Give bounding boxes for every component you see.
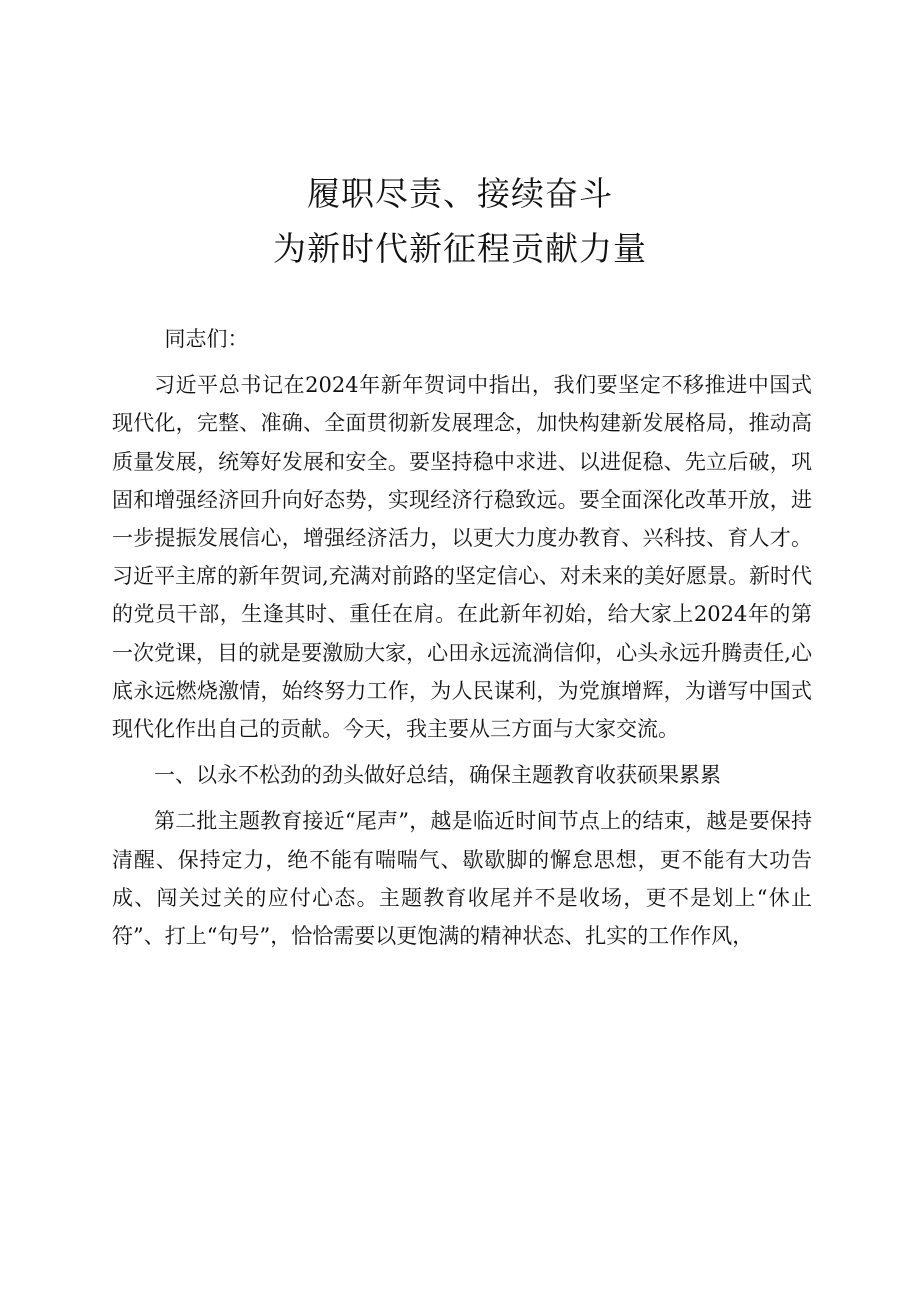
document-body xyxy=(112,320,812,955)
greeting: 同志们： xyxy=(164,327,249,351)
paragraph-1: 习近平总书记在2024年新年贺词中指出，我们要坚定不移推进中国式现代化，完整、准确、全面贯彻新发展理念，加快构建新发展格局，推动高质量发展，统筹好发展和安全。要坚持稳中求进、以进促稳、先立后破，巩固和增强经济回升向好态势，实现经济行稳致远。要全面深化改革开放，进一步提振发展信心，增强经济活力，以更大力度办教育、兴科技、育人才。习近平主席的新年贺词,充满对前路的坚定信心、对未来的美好愿景。新时代的党员干部，生逢其时、重任在肩。在此新年初始，给大家上2024年的第一次党课，目的就是要激励大家，心田永远流淌信仰，心头永远升腾责任,心底永远燃烧激情，始终努力工作，为人民谋利，为党旗增辉，为谱写中国式现代化作出自己的贡献。今天，我主要从三方面与大家交流。 xyxy=(112,373,812,742)
title-line-2: 为新时代新征程贡献力量 xyxy=(273,229,647,268)
title-line-1: 履职尽责、接续奋斗 xyxy=(307,174,613,213)
section-heading-1: 一、以永不松劲的劲头做好总结，确保主题教育收获硕果累累 xyxy=(154,763,721,788)
document-title xyxy=(0,166,920,276)
paragraph-2: 第二批主题教育接近“尾声”，越是临近时间节点上的结束，越是要保持清醒、保持定力，绝不能有喘喘气、歇歇脚的懈怠思想，更不能有大功告成、闯关过关的应付心态。主题教育收尾并不是收场，更不是划上“休止符”、打上“句号”，恰恰需要以更饱满的精神状态、扎实的工作作风， xyxy=(112,809,812,949)
